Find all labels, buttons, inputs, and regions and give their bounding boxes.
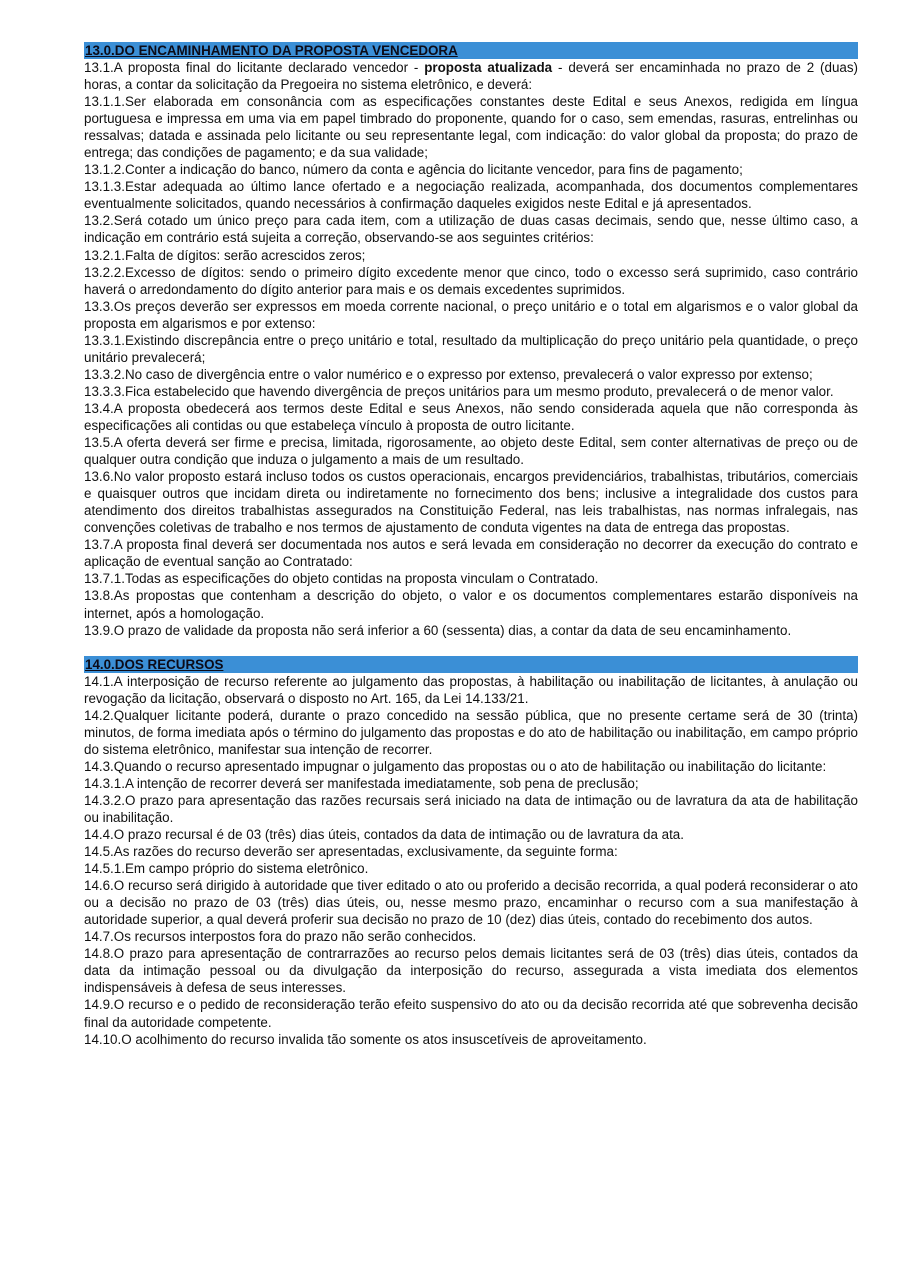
- paragraph-13-5: 13.5.A oferta deverá ser firme e precisa, limitada, rigorosamente, ao objeto deste Edital, sem conter alternativas de preço ou de qualquer outra condição que induza o julgamento a mais de um resultado.: [84, 435, 858, 468]
- paragraph-text: 13.1.A proposta final do licitante declarado vencedor -: [84, 60, 425, 75]
- paragraph-13-9: 13.9.O prazo de validade da proposta não será inferior a 60 (sessenta) dias, a contar da data de seu encaminhamento.: [84, 622, 792, 638]
- paragraph-14-1: 14.1.A interposição de recurso referente ao julgamento das propostas, à habilitação ou inabilitação de licitantes, à anulação ou revogação da licitação, observará o disposto no Art. 165, da Lei 14.133/21.: [84, 673, 858, 706]
- paragraph-14-5-1: 14.5.1.Em campo próprio do sistema eletrônico.: [84, 861, 369, 877]
- bold-emphasis: proposta atualizada: [424, 60, 553, 75]
- section-spacer: [84, 639, 858, 656]
- paragraph-14-8: 14.8.O prazo para apresentação de contrarrazões ao recurso pelos demais licitantes será de 03 (três) dias úteis, contados da data da intimação pessoal ou da divulgação da interposição do recurso, assegurada a vista imediata dos elementos indispensáveis à defesa de seus interesses.: [84, 946, 858, 996]
- paragraph-14-7: 14.7.Os recursos interpostos fora do prazo não serão conhecidos.: [84, 929, 477, 945]
- paragraph-13-3-1: 13.3.1.Existindo discrepância entre o preço unitário e total, resultado da multiplicação do preço unitário pela quantidade, o preço unitário prevalecerá;: [84, 332, 858, 365]
- section-14-heading: 14.0.DOS RECURSOS: [84, 656, 858, 673]
- paragraph-13-2: 13.2.Será cotado um único preço para cada item, com a utilização de duas casas decimais, sendo que, nesse último caso, a indicação em contrário está sujeita a correção, observando-se aos seguintes critérios:: [84, 213, 858, 246]
- paragraph-13-3-3: 13.3.3.Fica estabelecido que havendo divergência de preços unitários para um mesmo produto, prevalecerá o de menor valor.: [84, 383, 834, 399]
- paragraph-14-5: 14.5.As razões do recurso deverão ser apresentadas, exclusivamente, da seguinte forma:: [84, 844, 618, 860]
- paragraph-13-1-1: 13.1.1.Ser elaborada em consonância com as especificações constantes deste Edital e seus Anexos, redigida em língua portuguesa e impressa em uma via em papel timbrado do proponente, quando for o caso, sem emendas, rasuras, entrelinhas ou ressalvas; datada e assinada pelo licitante ou seu representante legal, com indicação: do valor global da proposta; do prazo de entrega; das condições de pagamento; e da sua validade;: [84, 94, 858, 161]
- paragraph-13-3: 13.3.Os preços deverão ser expressos em moeda corrente nacional, o preço unitário e o total em algarismos e o valor global da proposta em algarismos e por extenso:: [84, 298, 858, 331]
- document-page: [84, 42, 858, 1048]
- paragraph-13-8: 13.8.As propostas que contenham a descrição do objeto, o valor e os documentos complementares estarão disponíveis na internet, após a homologação.: [84, 588, 858, 621]
- paragraph-13-2-2: 13.2.2.Excesso de dígitos: sendo o primeiro dígito excedente menor que cinco, todo o excesso será suprimido, caso contrário haverá o arredondamento do dígito anterior para mais e os demais excedentes suprimidos.: [84, 264, 858, 297]
- paragraph-13-3-2: 13.3.2.No caso de divergência entre o valor numérico e o expresso por extenso, prevalecerá o valor expresso por extenso;: [84, 366, 813, 382]
- paragraph-14-9: 14.9.O recurso e o pedido de reconsideração terão efeito suspensivo do ato ou da decisão recorrida até que sobrevenha decisão final da autoridade competente.: [84, 997, 858, 1030]
- section-13-heading: 13.0.DO ENCAMINHAMENTO DA PROPOSTA VENCEDORA: [84, 42, 858, 59]
- paragraph-13-6: 13.6.No valor proposto estará incluso todos os custos operacionais, encargos previdenciários, trabalhistas, tributários, comerciais e quaisquer outros que incidam direta ou indiretamente no fornecimento dos bens; inclusive a integralidade dos custos para atendimento dos direitos trabalhistas assegurados na Constituição Federal, nas leis trabalhistas, nas normas infralegais, nas convenções coletivas de trabalho e nos termos de ajustamento de conduta vigentes na data de entrega das propostas.: [84, 469, 858, 536]
- paragraph-14-3: 14.3.Quando o recurso apresentado impugnar o julgamento das propostas ou o ato de habilitação ou inabilitação do licitante:: [84, 758, 827, 774]
- paragraph-14-2: 14.2.Qualquer licitante poderá, durante o prazo concedido na sessão pública, que no presente certame será de 30 (trinta) minutos, de forma imediata após o término do julgamento das propostas e do ato de habilitação ou inabilitação, em campo próprio do sistema eletrônico, manifestar sua intenção de recorrer.: [84, 707, 858, 757]
- paragraph-14-10: 14.10.O acolhimento do recurso invalida tão somente os atos insuscetíveis de aproveitamento.: [84, 1031, 647, 1047]
- paragraph-13-1: [84, 59, 858, 93]
- paragraph-text: - deverá ser encaminhada no prazo de 2 (duas) horas, a contar da solicitação da Pregoeira no sistema eletrônico, e deverá:: [84, 60, 858, 93]
- paragraph-13-4: 13.4.A proposta obedecerá aos termos deste Edital e seus Anexos, não sendo considerada aquela que não corresponda às especificações ali contidas ou que estabeleça vínculo à proposta de outro licitante.: [84, 400, 858, 433]
- paragraph-14-6: 14.6.O recurso será dirigido à autoridade que tiver editado o ato ou proferido a decisão recorrida, a qual poderá reconsiderar o ato ou a decisão no prazo de 03 (três) dias úteis, ou, nesse mesmo prazo, encaminhar o recurso com a sua manifestação à autoridade superior, a qual deverá proferir sua decisão no prazo de 10 (dez) dias úteis, contado do recebimento dos autos.: [84, 878, 858, 928]
- paragraph-14-4: 14.4.O prazo recursal é de 03 (três) dias úteis, contados da data de intimação ou de lavratura da ata.: [84, 827, 684, 843]
- paragraph-13-1-3: 13.1.3.Estar adequada ao último lance ofertado e a negociação realizada, acompanhada, dos documentos complementares eventualmente solicitados, quando necessários à confirmação daqueles exigidos neste Edital e já apresentados.: [84, 179, 858, 212]
- paragraph-13-7: 13.7.A proposta final deverá ser documentada nos autos e será levada em consideração no decorrer da execução do contrato e aplicação de eventual sanção ao Contratado:: [84, 537, 858, 570]
- paragraph-13-2-1: 13.2.1.Falta de dígitos: serão acrescidos zeros;: [84, 247, 366, 263]
- paragraph-13-7-1: 13.7.1.Todas as especificações do objeto contidas na proposta vinculam o Contratado.: [84, 571, 599, 587]
- paragraph-14-3-1: 14.3.1.A intenção de recorrer deverá ser manifestada imediatamente, sob pena de preclusão;: [84, 775, 639, 791]
- paragraph-14-3-2: 14.3.2.O prazo para apresentação das razões recursais será iniciado na data de intimação ou de lavratura da ata de habilitação ou inabilitação.: [84, 792, 858, 825]
- paragraph-13-1-2: 13.1.2.Conter a indicação do banco, número da conta e agência do licitante vencedor, para fins de pagamento;: [84, 162, 743, 178]
